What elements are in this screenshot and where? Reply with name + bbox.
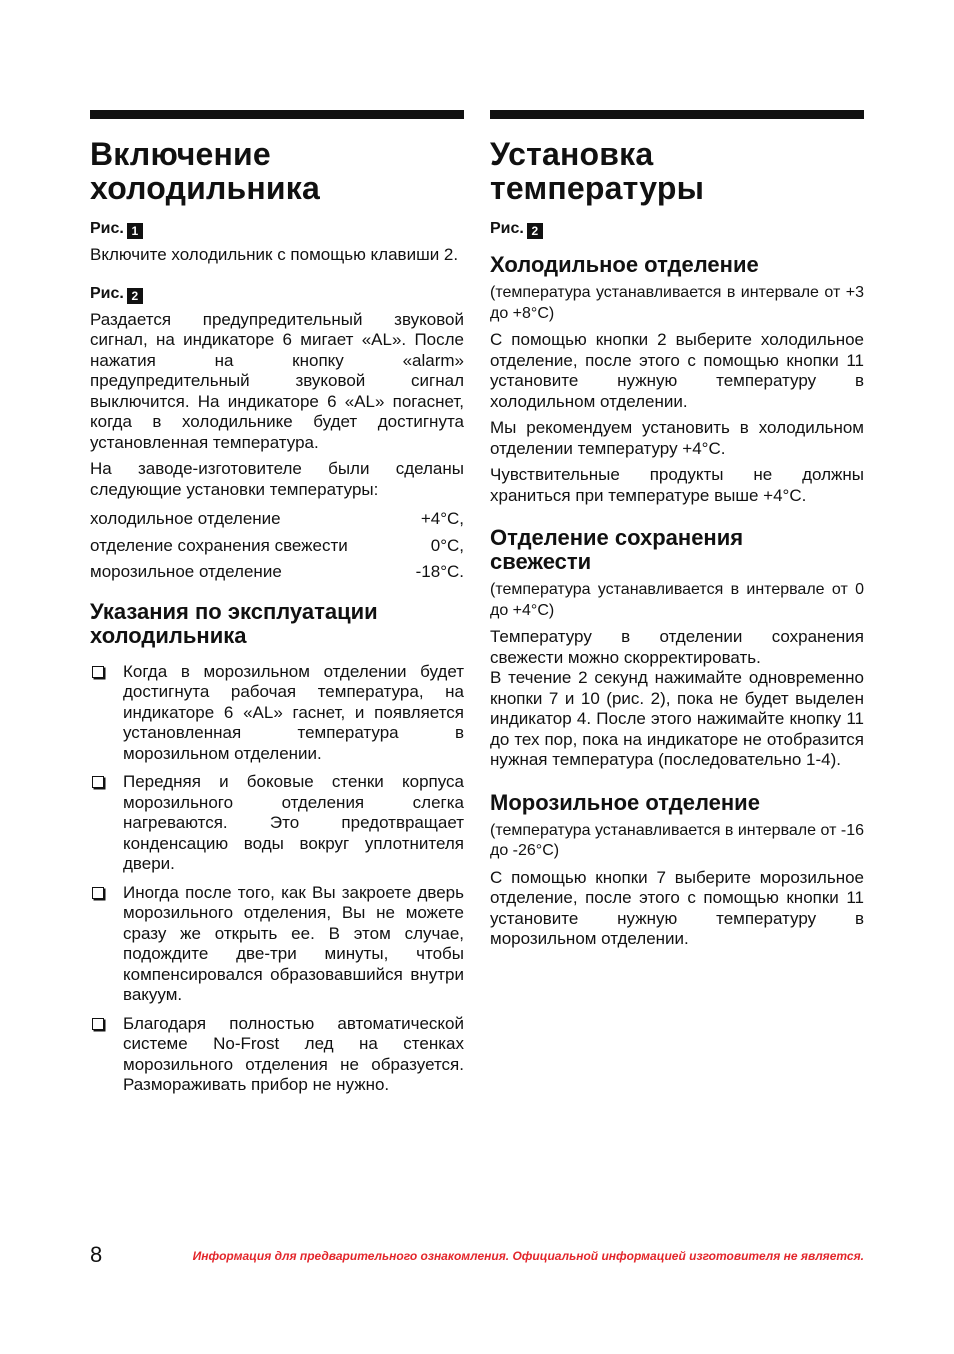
fridge-paragraph: Мы рекомендуем установить в холодильном отделении температуру +4°C. bbox=[490, 418, 864, 458]
list-item: Передняя и боковые стенки корпуса морозильного отделения слегка нагреваются. Это предотвращает конденсацию воды вокруг уплотнителя двери. bbox=[90, 772, 464, 875]
figure-ref: Рис. 2 bbox=[90, 284, 464, 304]
settings-label: отделение сохранения свежести bbox=[90, 535, 348, 555]
section-title-switch-on: Включение холодильника bbox=[90, 136, 320, 206]
figure-number-box: 2 bbox=[527, 223, 543, 239]
page-number: 8 bbox=[90, 1242, 103, 1267]
fresh-paragraph: Температуру в отделении сохранения свежести можно скорректировать. bbox=[490, 627, 864, 667]
usage-tips-list bbox=[90, 662, 464, 1096]
paragraph-factory-settings: На заводе-изготовителе были сделаны следующие установки температуры: bbox=[90, 459, 464, 499]
settings-row bbox=[90, 559, 464, 586]
settings-row bbox=[90, 533, 464, 560]
usage-heading: Указания по эксплуатации холодильника bbox=[90, 598, 378, 648]
checkbox-bullet-icon bbox=[92, 1018, 104, 1030]
figure-number-box: 2 bbox=[127, 288, 143, 304]
footer-disclaimer: Информация для предварительного ознакомления. Официальной информацией изготовителя не является. bbox=[192, 1249, 864, 1263]
settings-value: -18°C. bbox=[415, 562, 464, 581]
figure-ref: Рис. 1 bbox=[90, 219, 464, 239]
list-item: Иногда после того, как Вы закроете дверь морозильного отделения, Вы не можете сразу же открыть ее. В этом случае, подождите две-три минуты, чтобы компенсировался образовавшийся внутри вакуум. bbox=[90, 883, 464, 1006]
fresh-range: (температура устанавливается в интервале от 0 до +4°C) bbox=[490, 581, 864, 619]
settings-value: +4°C, bbox=[420, 509, 464, 528]
freezer-paragraph: С помощью кнопки 7 выберите морозильное отделение, после этого с помощью кнопки 11 установите нужную температуру в морозильном отделении. bbox=[490, 867, 864, 948]
settings-row bbox=[90, 506, 464, 533]
freezer-range: (температура устанавливается в интервале от -16 до -26°C) bbox=[490, 821, 864, 859]
fridge-paragraph: С помощью кнопки 2 выберите холодильное отделение, после этого с помощью кнопки 11 установите нужную температуру в холодильном отделении. bbox=[490, 330, 864, 411]
right-column bbox=[490, 110, 864, 956]
factory-settings-table bbox=[90, 506, 464, 586]
list-item: Благодаря полностью автоматической системе No-Frost лед на стенках морозильного отделения не образуется. Размораживать прибор не нужно. bbox=[90, 1014, 464, 1096]
fresh-heading: Отделение сохранения свежести bbox=[490, 525, 744, 574]
fridge-paragraph: Чувствительные продукты не должны храниться при температуре выше +4°C. bbox=[490, 465, 864, 505]
section-title-temperature: Установка температуры bbox=[490, 136, 705, 206]
fridge-range: (температура устанавливается в интервале от +3 до +8°C) bbox=[490, 284, 864, 322]
list-item: Когда в морозильном отделении будет достигнута рабочая температура, на индикаторе 6 «AL» гаснет, и появляется установленная температура в морозильном отделении. bbox=[90, 662, 464, 765]
paragraph-alarm: Раздается предупредительный звуковой сигнал, на индикаторе 6 мигает «AL». После нажатия на кнопку «alarm» предупредительный звуковой сигнал выключится. На индикаторе 6 «AL» погаснет, когда в холодильнике будет достигнута установленная температура. bbox=[90, 309, 464, 452]
section-rule bbox=[90, 110, 464, 119]
settings-value: 0°C, bbox=[430, 535, 464, 555]
left-column bbox=[90, 110, 464, 1104]
paragraph-switch-on: Включите холодильник с помощью клавиши 2. bbox=[90, 245, 459, 264]
fresh-paragraph: В течение 2 секунд нажимайте одновременно кнопки 7 и 10 (рис. 2), пока не будет выделен индикатор 4. После этого нажимайте кнопку 11 до тех пор, пока на индикаторе не отобразится нужная температура (последовательно 1-4). bbox=[490, 668, 864, 769]
section-rule bbox=[490, 110, 864, 119]
figure-ref: Рис. 2 bbox=[490, 219, 864, 239]
checkbox-bullet-icon bbox=[92, 776, 104, 788]
figure-number-box: 1 bbox=[127, 223, 143, 239]
checkbox-bullet-icon bbox=[92, 666, 104, 678]
checkbox-bullet-icon bbox=[92, 887, 104, 899]
settings-label: морозильное отделение bbox=[90, 562, 282, 581]
freezer-heading: Морозильное отделение bbox=[490, 789, 760, 815]
settings-label: холодильное отделение bbox=[90, 509, 281, 528]
fridge-heading: Холодильное отделение bbox=[490, 252, 759, 277]
